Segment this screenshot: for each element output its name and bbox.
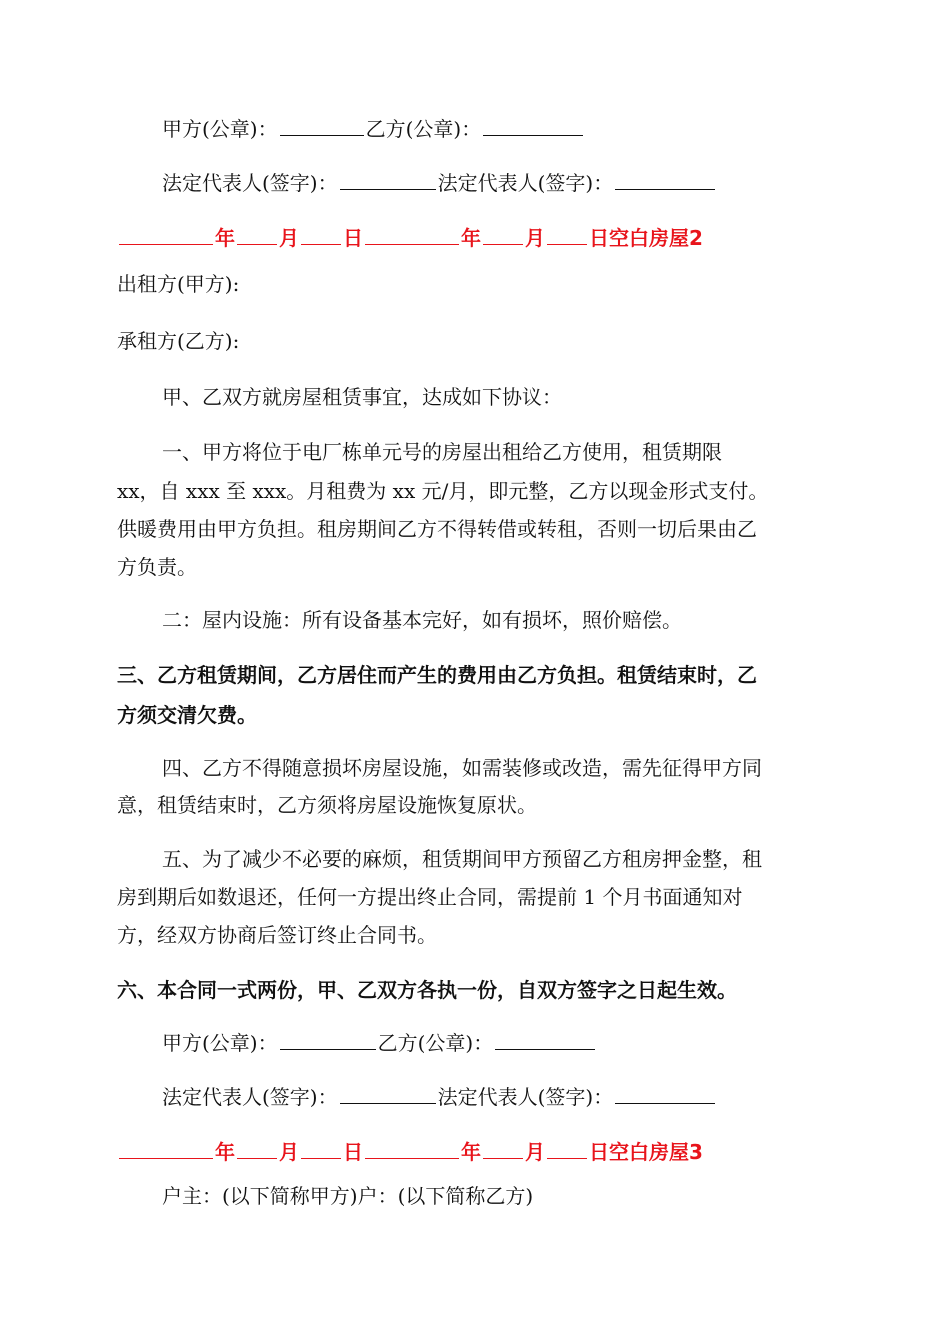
party-a-seal-blank <box>280 1027 376 1050</box>
legal-rep-b-label: 法定代表人(签字)： <box>437 1085 614 1109</box>
legal-rep-a-blank <box>340 1081 436 1104</box>
signature-row-legal-rep <box>162 165 717 202</box>
date-blank <box>547 1136 587 1159</box>
date-blank <box>237 1136 277 1159</box>
date-blank <box>119 1136 213 1159</box>
date-blank <box>547 222 587 245</box>
clause-2: 二：屋内设施：所有设备基本完好，如有损坏，照价赔偿。 <box>162 608 682 632</box>
signature-row-seal <box>162 111 585 148</box>
date-blank <box>237 222 277 245</box>
clause-1-line: 方负责。 <box>117 555 197 579</box>
legal-rep-b-blank <box>615 167 715 190</box>
heading-year: 年 <box>461 1140 481 1164</box>
clause-3-line: 三、乙方租赁期间，乙方居住而产生的费用由乙方负担。租赁结束时，乙 <box>117 663 757 687</box>
heading-title: 日空白房屋2 <box>589 226 703 250</box>
legal-rep-b-blank <box>615 1081 715 1104</box>
heading-title: 日空白房屋3 <box>589 1140 703 1164</box>
party-b-seal-label: 乙方(公章)： <box>365 117 482 141</box>
party-a-seal-blank <box>280 113 364 136</box>
intro-paragraph: 甲、乙双方就房屋租赁事宜，达成如下协议： <box>162 385 562 409</box>
party-b-seal-blank <box>495 1027 595 1050</box>
heading-year: 年 <box>461 226 481 250</box>
clause-5-line: 五、为了减少不必要的麻烦，租赁期间甲方预留乙方租房押金整，租 <box>162 847 762 871</box>
legal-rep-a-label: 法定代表人(签字)： <box>162 171 338 195</box>
date-blank <box>483 222 523 245</box>
clause-3-line: 方须交清欠费。 <box>117 703 257 727</box>
lessor-line: 出租方(甲方): <box>117 272 240 296</box>
party-b-seal-blank <box>483 113 583 136</box>
clause-4-line: 意，租赁结束时，乙方须将房屋设施恢复原状。 <box>117 793 537 817</box>
legal-rep-a-blank <box>340 167 436 190</box>
section-heading-3 <box>117 1134 703 1171</box>
date-blank <box>301 222 341 245</box>
heading-month: 月 <box>525 1140 545 1164</box>
clause-5-line: 方，经双方协商后签订终止合同书。 <box>117 923 437 947</box>
legal-rep-a-label: 法定代表人(签字)： <box>162 1085 338 1109</box>
date-blank <box>365 222 459 245</box>
clause-5-line: 房到期后如数退还，任何一方提出终止合同，需提前 1 个月书面通知对 <box>117 885 743 909</box>
heading-day: 日 <box>343 1140 363 1164</box>
date-blank <box>119 222 213 245</box>
party-a-seal-label: 甲方(公章)： <box>162 1031 278 1055</box>
clause-1-line: 供暖费用由甲方负担。租房期间乙方不得转借或转租，否则一切后果由乙 <box>117 517 757 541</box>
heading-month: 月 <box>279 1140 299 1164</box>
householder-line: 户主：(以下简称甲方)户：(以下简称乙方) <box>162 1184 534 1208</box>
clause-4-line: 四、乙方不得随意损坏房屋设施，如需装修或改造，需先征得甲方同 <box>162 756 762 780</box>
date-blank <box>365 1136 459 1159</box>
clause-1-line: 一、甲方将位于电厂栋单元号的房屋出租给乙方使用，租赁期限 <box>162 440 722 464</box>
clause-6: 六、本合同一式两份，甲、乙双方各执一份，自双方签字之日起生效。 <box>117 978 737 1002</box>
date-blank <box>483 1136 523 1159</box>
heading-year: 年 <box>215 226 235 250</box>
date-blank <box>301 1136 341 1159</box>
lessee-line: 承租方(乙方): <box>117 329 240 353</box>
section-heading-2 <box>117 220 703 257</box>
heading-month: 月 <box>525 226 545 250</box>
clause-1-line: xx，自 xxx 至 xxx。月租费为 xx 元/月，即元整，乙方以现金形式支付。 <box>117 479 769 503</box>
heading-day: 日 <box>343 226 363 250</box>
heading-month: 月 <box>279 226 299 250</box>
signature-row-legal-rep <box>162 1079 717 1116</box>
heading-year: 年 <box>215 1140 235 1164</box>
signature-row-seal <box>162 1025 597 1062</box>
party-a-seal-label: 甲方(公章)： <box>162 117 278 141</box>
legal-rep-b-label: 法定代表人(签字)： <box>437 171 614 195</box>
party-b-seal-label: 乙方(公章)： <box>377 1031 494 1055</box>
